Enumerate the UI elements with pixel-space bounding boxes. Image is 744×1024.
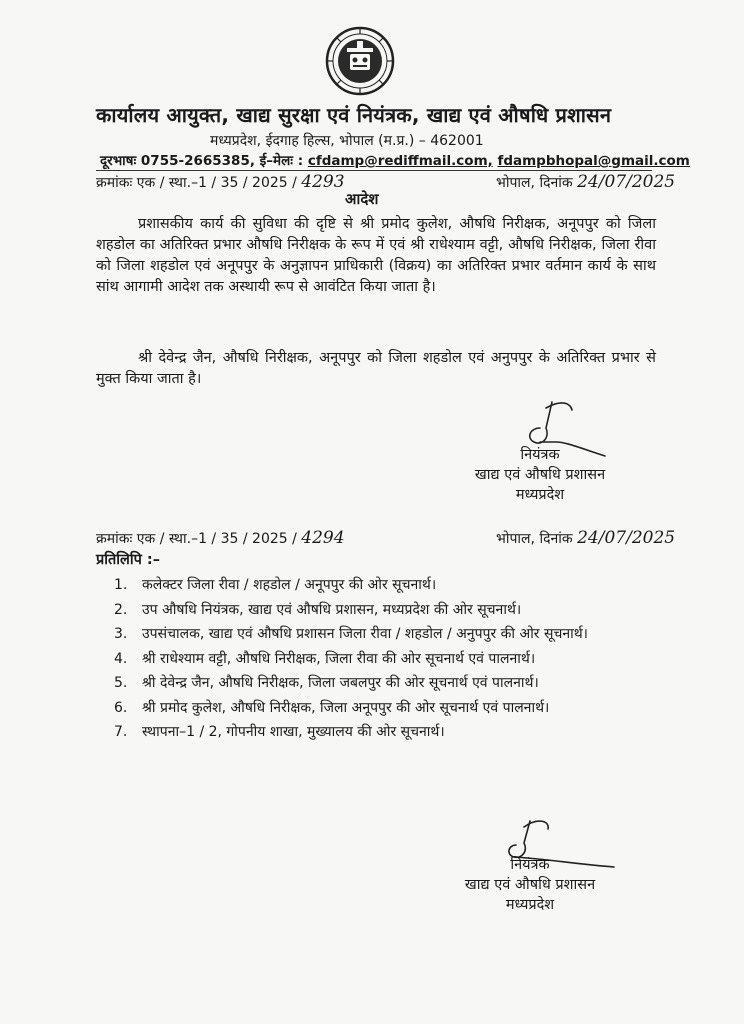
copy-date-line: [496, 528, 675, 548]
list-item: 3. उपसंचालक, खाद्य एवं औषधि प्रशासन जिला रीवा / शहडोल / अनुपपुर की ओर सूचनार्थ।: [114, 626, 588, 642]
order-ref-number: 4293: [301, 172, 345, 192]
signatory-block-1: [440, 445, 640, 505]
office-contact: [100, 151, 690, 169]
signatory-block-2: [430, 855, 630, 915]
copy-reference: [96, 528, 345, 548]
signatory-1-designation: नियंत्रक: [520, 447, 560, 463]
signatory-1-state: मध्यप्रदेश: [515, 487, 565, 503]
copy-ref-number: 4294: [301, 528, 345, 548]
header-divider: [96, 170, 652, 171]
order-date-line: [496, 172, 675, 192]
copy-ref-label: क्रमांकः एक / स्था.–1 / 35 / 2025 /: [96, 531, 297, 547]
phone-label: दूरभाषः 0755-2665385, ई–मेलः :: [100, 153, 304, 169]
email-link-1[interactable]: cfdamp@rediffmail.com,: [307, 153, 493, 169]
signatory-2-state: मध्यप्रदेश: [505, 897, 555, 913]
list-item: 4. श्री राधेश्याम वट्टी, औषधि निरीक्षक, जिला रीवा की ओर सूचनार्थ एवं पालनार्थ।: [114, 650, 536, 667]
order-date: 24/07/2025: [577, 172, 676, 192]
list-item: 1. कलेक्टर जिला रीवा / शहडोल / अनूपपुर की ओर सूचनार्थ।: [114, 577, 437, 593]
state-emblem-icon: [325, 26, 395, 96]
list-item: 2. उप औषधि नियंत्रक, खाद्य एवं औषधि प्रशासन, मध्यप्रदेश की ओर सूचनार्थ।: [114, 601, 522, 618]
office-address: मध्यप्रदेश, ईदगाह हिल्स, भोपाल (म.प्र.) – 462001: [210, 133, 484, 149]
order-paragraph-2: श्री देवेन्द्र जैन, औषधि निरीक्षक, अनूपपुर को जिला शहडोल एवं अनुपपुर के अतिरिक्त प्रभार से मुक्त किया जाता है।: [96, 350, 656, 387]
list-item: 7. स्थापना–1 / 2, गोपनीय शाखा, मुख्यालय की ओर सूचनार्थ।: [114, 724, 445, 740]
order-heading: आदेश: [345, 190, 379, 208]
order-paragraph-1: प्रशासकीय कार्य की सुविधा की दृष्टि से श्री प्रमोद कुलेश, औषधि निरीक्षक, अनूपपुर को जिला शहडोल का अतिरिक्त प्रभार औषधि निरीक्षक के रूप में एवं श्री राधेश्याम वट्टी, औषधि निरीक्षक, जिला रीवा को जिला शहडोल एवं अनूपपुर के अनुज्ञापन प्राधिकारी (विक्रय) का अतिरिक्त प्रभार वर्तमान कार्य के साथ सांथ आगामी आदेश तक अस्थायी रूप से आवंटित किया जाता है।: [96, 216, 656, 295]
signatory-2-office: खाद्य एवं औषधि प्रशासन: [464, 877, 596, 893]
email-link-2[interactable]: fdampbhopal@gmail.com: [497, 153, 690, 169]
copy-date: 24/07/2025: [577, 528, 676, 548]
list-item: 6. श्री प्रमोद कुलेश, औषधि निरीक्षक, जिला अनूपपुर की ओर सूचनार्थ एवं पालनार्थ।: [114, 699, 550, 716]
order-place-date-label: भोपाल, दिनांक: [496, 175, 573, 191]
copy-list: [114, 575, 654, 747]
copy-label: प्रतिलिपि :–: [96, 552, 160, 568]
order-reference: [96, 172, 345, 192]
copy-place-date-label: भोपाल, दिनांक: [496, 531, 573, 547]
list-item: 5. श्री देवेन्द्र जैन, औषधि निरीक्षक, जिला जबलपुर की ओर सूचनार्थ एवं पालनार्थ।: [114, 675, 539, 691]
order-ref-label: क्रमांकः एक / स्था.–1 / 35 / 2025 /: [96, 175, 297, 191]
signatory-1-office: खाद्य एवं औषधि प्रशासन: [474, 467, 606, 483]
office-title: कार्यालय आयुक्त, खाद्य सुरक्षा एवं नियंत्रक, खाद्य एवं औषधि प्रशासन: [96, 103, 612, 127]
signatory-2-designation: नियंत्रक: [510, 857, 550, 873]
